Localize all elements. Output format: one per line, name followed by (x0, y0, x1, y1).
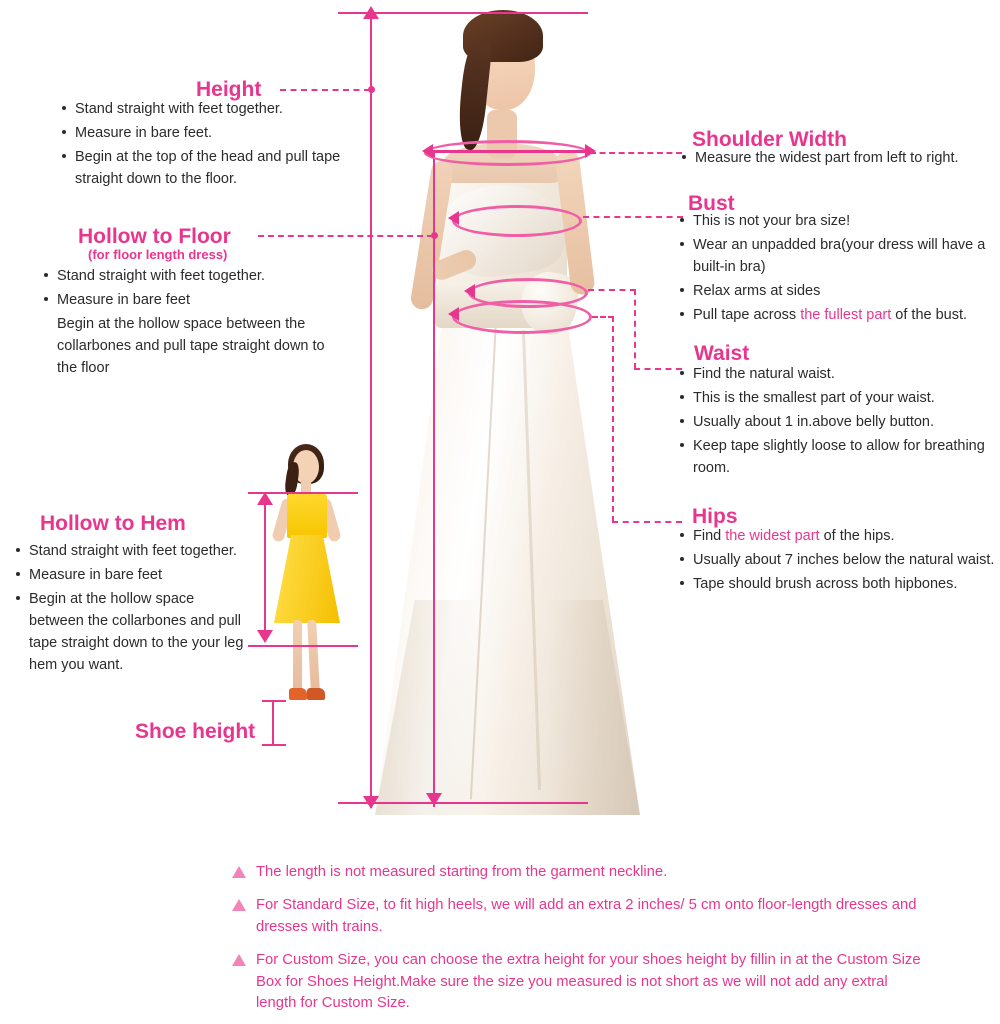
shoulder-width-bullets (680, 147, 1000, 171)
hips-bullets (678, 525, 998, 597)
height-measure-line (370, 18, 372, 808)
bust-hl-pre: Pull tape across (693, 307, 801, 324)
shoulder-width-title: Shoulder Width (692, 128, 847, 151)
warning-triangle-icon (232, 954, 246, 966)
list-item: Measure the widest part from left to right. (680, 147, 1000, 169)
list-item: Begin at the hollow space between the collarbones and pull tape straight down to the your leg hem you want. (14, 588, 246, 676)
mini-left-leg (293, 620, 302, 692)
bust-hl: the fullest part (800, 307, 892, 324)
shoe-height-title: Shoe height (135, 720, 256, 743)
list-item: Begin at the hollow space between the collarbones and pull tape straight down to the floor (57, 316, 325, 377)
waist-bullets (678, 363, 998, 481)
hollow-to-floor-arrow (426, 793, 442, 806)
height-title: Height (196, 78, 262, 101)
list-item: Usually about 1 in.above belly button. (678, 411, 998, 433)
waist-leader-v (634, 289, 636, 369)
list-item (678, 525, 998, 547)
hips-hl: the widest part (725, 528, 820, 544)
list-item: Measure in bare feet (14, 564, 246, 586)
shoulder-arrow-left (422, 144, 433, 158)
hollow-to-hem-title: Hollow to Hem (40, 512, 186, 535)
mini-skirt (274, 535, 340, 623)
list-item: Measure in bare feet. (60, 122, 360, 144)
hips-title: Hips (692, 505, 738, 528)
warning-triangle-icon (232, 866, 246, 878)
footer-notes (232, 862, 932, 1024)
list-item: Keep tape slightly loose to allow for breathing room. (678, 435, 998, 479)
footer-note-text: For Custom Size, you can choose the extra height for your shoes height by fillin in at the Custom Size Box for Shoes Height.Make sure the size you measured is not short as we will not add any extral length for Custom Size. (256, 952, 921, 1012)
hips-leader-h (592, 316, 614, 318)
mini-bodice (287, 492, 327, 538)
bust-leader (583, 216, 683, 218)
hollow-to-hem-bullets (14, 540, 246, 678)
hips-hl-post: of the hips. (819, 528, 895, 544)
shoe-height-line (272, 700, 274, 746)
waist-arrow-left (464, 284, 475, 298)
list-item: Stand straight with feet together. (60, 98, 360, 120)
hollow-to-floor-bullets (42, 265, 332, 381)
list-item: This is not your bra size! (678, 210, 998, 232)
list-item: This is the smallest part of your waist. (678, 387, 998, 409)
footer-note (232, 895, 932, 938)
footer-note-text: The length is not measured starting from the garment neckline. (256, 864, 668, 880)
hollow-to-floor-title: Hollow to Floor (78, 225, 231, 248)
mini-right-leg (307, 620, 320, 692)
hips-leader-v (612, 316, 614, 522)
height-leader (280, 89, 370, 91)
list-item: Find the natural waist. (678, 363, 998, 385)
hem-arrow-down (257, 630, 273, 643)
bust-title: Bust (688, 192, 735, 215)
shoulder-width-band (424, 140, 590, 166)
list-item (678, 304, 998, 326)
hollow-to-floor-subtitle: (for floor length dress) (88, 247, 228, 262)
hollow-to-hem-line (264, 500, 266, 640)
bust-bullets (678, 210, 998, 328)
list-item: Usually about 7 inches below the natural waist. (678, 549, 998, 571)
shoulder-width-line (430, 150, 588, 153)
hips-band (452, 300, 592, 334)
mini-right-shoe (307, 688, 325, 700)
list-item: Stand straight with feet together. (42, 265, 332, 287)
shoulder-leader (590, 152, 682, 154)
hips-arrow-left (448, 307, 459, 321)
list-item: Stand straight with feet together. (14, 540, 246, 562)
hollow-to-floor-leader (258, 235, 433, 237)
hem-bottom-guide (248, 645, 358, 647)
list-item: Begin at the top of the head and pull tape straight down to the floor. (60, 146, 360, 190)
bust-band (452, 205, 582, 237)
shoe-height-top (262, 700, 286, 702)
footer-note-text: For Standard Size, to fit high heels, we will add an extra 2 inches/ 5 cm onto floor-length dresses and dresses with trains. (256, 897, 917, 935)
waist-leader-h2 (634, 368, 682, 370)
height-bullets (60, 98, 360, 192)
bride-illustration (375, 0, 640, 815)
height-bottom-guide (338, 802, 588, 804)
waist-title: Waist (694, 342, 750, 365)
hem-arrow-up (257, 492, 273, 505)
shoe-height-bottom (262, 744, 286, 746)
list-item: Relax arms at sides (678, 280, 998, 302)
hips-leader-h2 (612, 521, 682, 523)
skirt-shading (375, 600, 640, 815)
footer-note (232, 950, 932, 1014)
mini-left-shoe (289, 688, 307, 700)
height-top-guide (338, 12, 588, 14)
warning-triangle-icon (232, 899, 246, 911)
list-item: Tape should brush across both hipbones. (678, 573, 998, 595)
hollow-to-floor-line (433, 152, 435, 807)
bust-hl-post: of the bust. (891, 307, 968, 324)
list-item: Wear an unpadded bra(your dress will have a built-in bra) (678, 234, 998, 278)
footer-note (232, 862, 932, 883)
bust-arrow-left (448, 211, 459, 225)
hips-hl-pre: Find (693, 528, 726, 544)
shoulder-arrow-right (585, 144, 596, 158)
list-item: Measure in bare feet (42, 289, 332, 311)
waist-leader-h (588, 289, 636, 291)
